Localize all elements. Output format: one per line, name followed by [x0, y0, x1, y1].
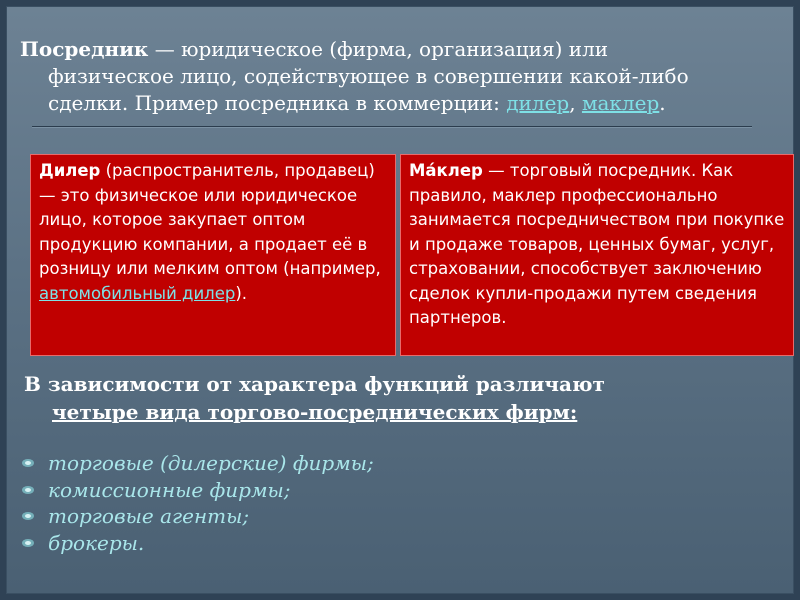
section-line-2: четыре вида торгово-посреднических фирм: [52, 400, 578, 424]
bullet-icon [22, 485, 36, 495]
bullet-icon [22, 511, 36, 521]
section-line-1: В зависимости от характера функций различают [24, 372, 605, 396]
broker-link[interactable]: маклер [581, 91, 660, 115]
intro-sep: , [569, 91, 582, 115]
intro-text: — юридическое (фирма, организация) или физическое лицо, содействующее в совершении какой-либо сделки. Пример посредника в коммерции: [48, 37, 689, 115]
list-item-text: брокеры. [48, 530, 145, 555]
firm-types-list [22, 450, 374, 556]
dealer-link[interactable]: дилер [506, 91, 570, 115]
broker-term: Ма́клер [409, 161, 483, 180]
list-item [22, 477, 374, 504]
intro-term: Посредник [20, 37, 149, 61]
dealer-definition-box [30, 154, 396, 356]
broker-text: — торговый посредник. Как правило, маклер профессионально занимается посредничеством при покупке и продаже товаров, ценных бумаг, услуг, страховании, способствует заключению сделок купли-продажи путем сведения партнеров. [409, 161, 785, 327]
car-dealer-link[interactable]: автомобильный дилер [39, 283, 236, 303]
section-heading [24, 370, 764, 426]
dealer-end: ). [235, 283, 248, 303]
bullet-icon [22, 538, 36, 548]
dealer-term: Дилер [39, 161, 101, 180]
divider [32, 126, 752, 127]
list-item [22, 450, 374, 477]
list-item [22, 530, 374, 557]
broker-definition-box [400, 154, 794, 356]
list-item-text: торговые агенты; [48, 504, 250, 528]
list-item [22, 503, 374, 530]
intro-end: . [659, 91, 666, 115]
intro-paragraph [20, 36, 740, 117]
bullet-icon [22, 458, 36, 468]
list-item-text: торговые (дилерские) фирмы; [48, 451, 374, 475]
list-item-text: комиссионные фирмы; [48, 477, 291, 502]
dealer-text: (распространитель, продавец) — это физическое или юридическое лицо, которое закупает оптом продукцию компании, а продает её в розницу или мелким оптом (например, [39, 161, 381, 278]
